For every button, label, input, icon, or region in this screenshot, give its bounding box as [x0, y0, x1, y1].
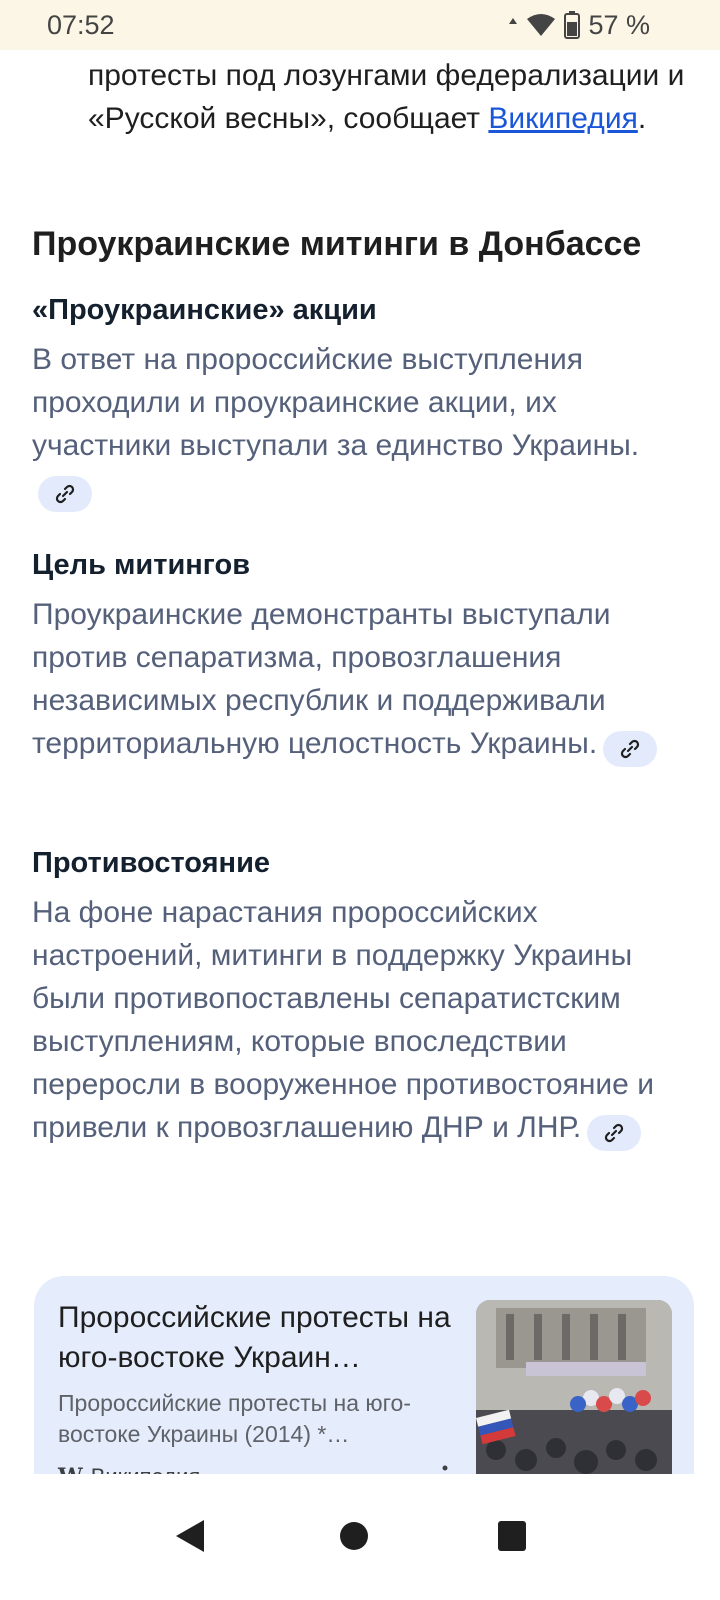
link-icon [55, 484, 75, 504]
subsection-body [32, 891, 692, 1151]
section-title: Проукраинские митинги в Донбассе [32, 225, 642, 263]
status-icons [508, 10, 650, 41]
card-snippet: Пророссийские протесты на юго-востоке Украины (2014) *… [58, 1390, 412, 1447]
home-icon[interactable] [338, 1518, 370, 1554]
subsection-heading: «Проукраинские» акции [32, 294, 377, 326]
battery-percent: 57 % [588, 9, 650, 40]
intro-text: протесты под лозунгами федерализации и «Русской весны», сообщает [88, 59, 685, 135]
subsection-body [32, 593, 692, 767]
wikipedia-link[interactable]: Википедия [488, 102, 638, 135]
subsection-text: Проукраинские демонстранты выступали против сепаратизма, провозглашения независимых республик и поддерживали территориальную целостность Украины. [32, 598, 611, 760]
source-link-chip[interactable] [587, 1115, 641, 1151]
status-bar [0, 0, 720, 50]
battery-icon [564, 11, 580, 39]
link-icon [604, 1123, 624, 1143]
subsection-actions [32, 290, 692, 512]
subsection-heading: Противостояние [32, 847, 271, 879]
subsection-text: На фоне нарастания пророссийских настроений, митинги в поддержку Украины были противопоставлены сепаратистским выступлениям, которые впоследствии переросли в вооруженное противостояние и привели к провозглашению ДНР и ЛНР. [32, 896, 654, 1144]
link-icon [620, 739, 640, 759]
subsection-heading: Цель митингов [32, 549, 251, 581]
subsection-goal [32, 545, 692, 767]
back-icon[interactable] [174, 1518, 206, 1554]
source-link-chip[interactable] [38, 476, 92, 512]
status-time: 07:52 [47, 9, 115, 40]
intro-paragraph [88, 54, 688, 140]
recents-icon[interactable] [496, 1518, 528, 1554]
source-link-chip[interactable] [603, 731, 657, 767]
navigation-bar [0, 1474, 720, 1600]
wifi-icon [526, 13, 556, 37]
intro-period: . [637, 102, 647, 135]
card-title[interactable]: Пророссийские протесты на юго-востоке Украин… [58, 1301, 451, 1374]
subsection-confrontation [32, 843, 692, 1151]
subsection-body [32, 338, 692, 512]
data-arrows-icon [508, 17, 518, 33]
subsection-text: В ответ на пророссийские выступления проходили и проукраинские акции, их участники выступали за единство Украины. [32, 343, 640, 462]
